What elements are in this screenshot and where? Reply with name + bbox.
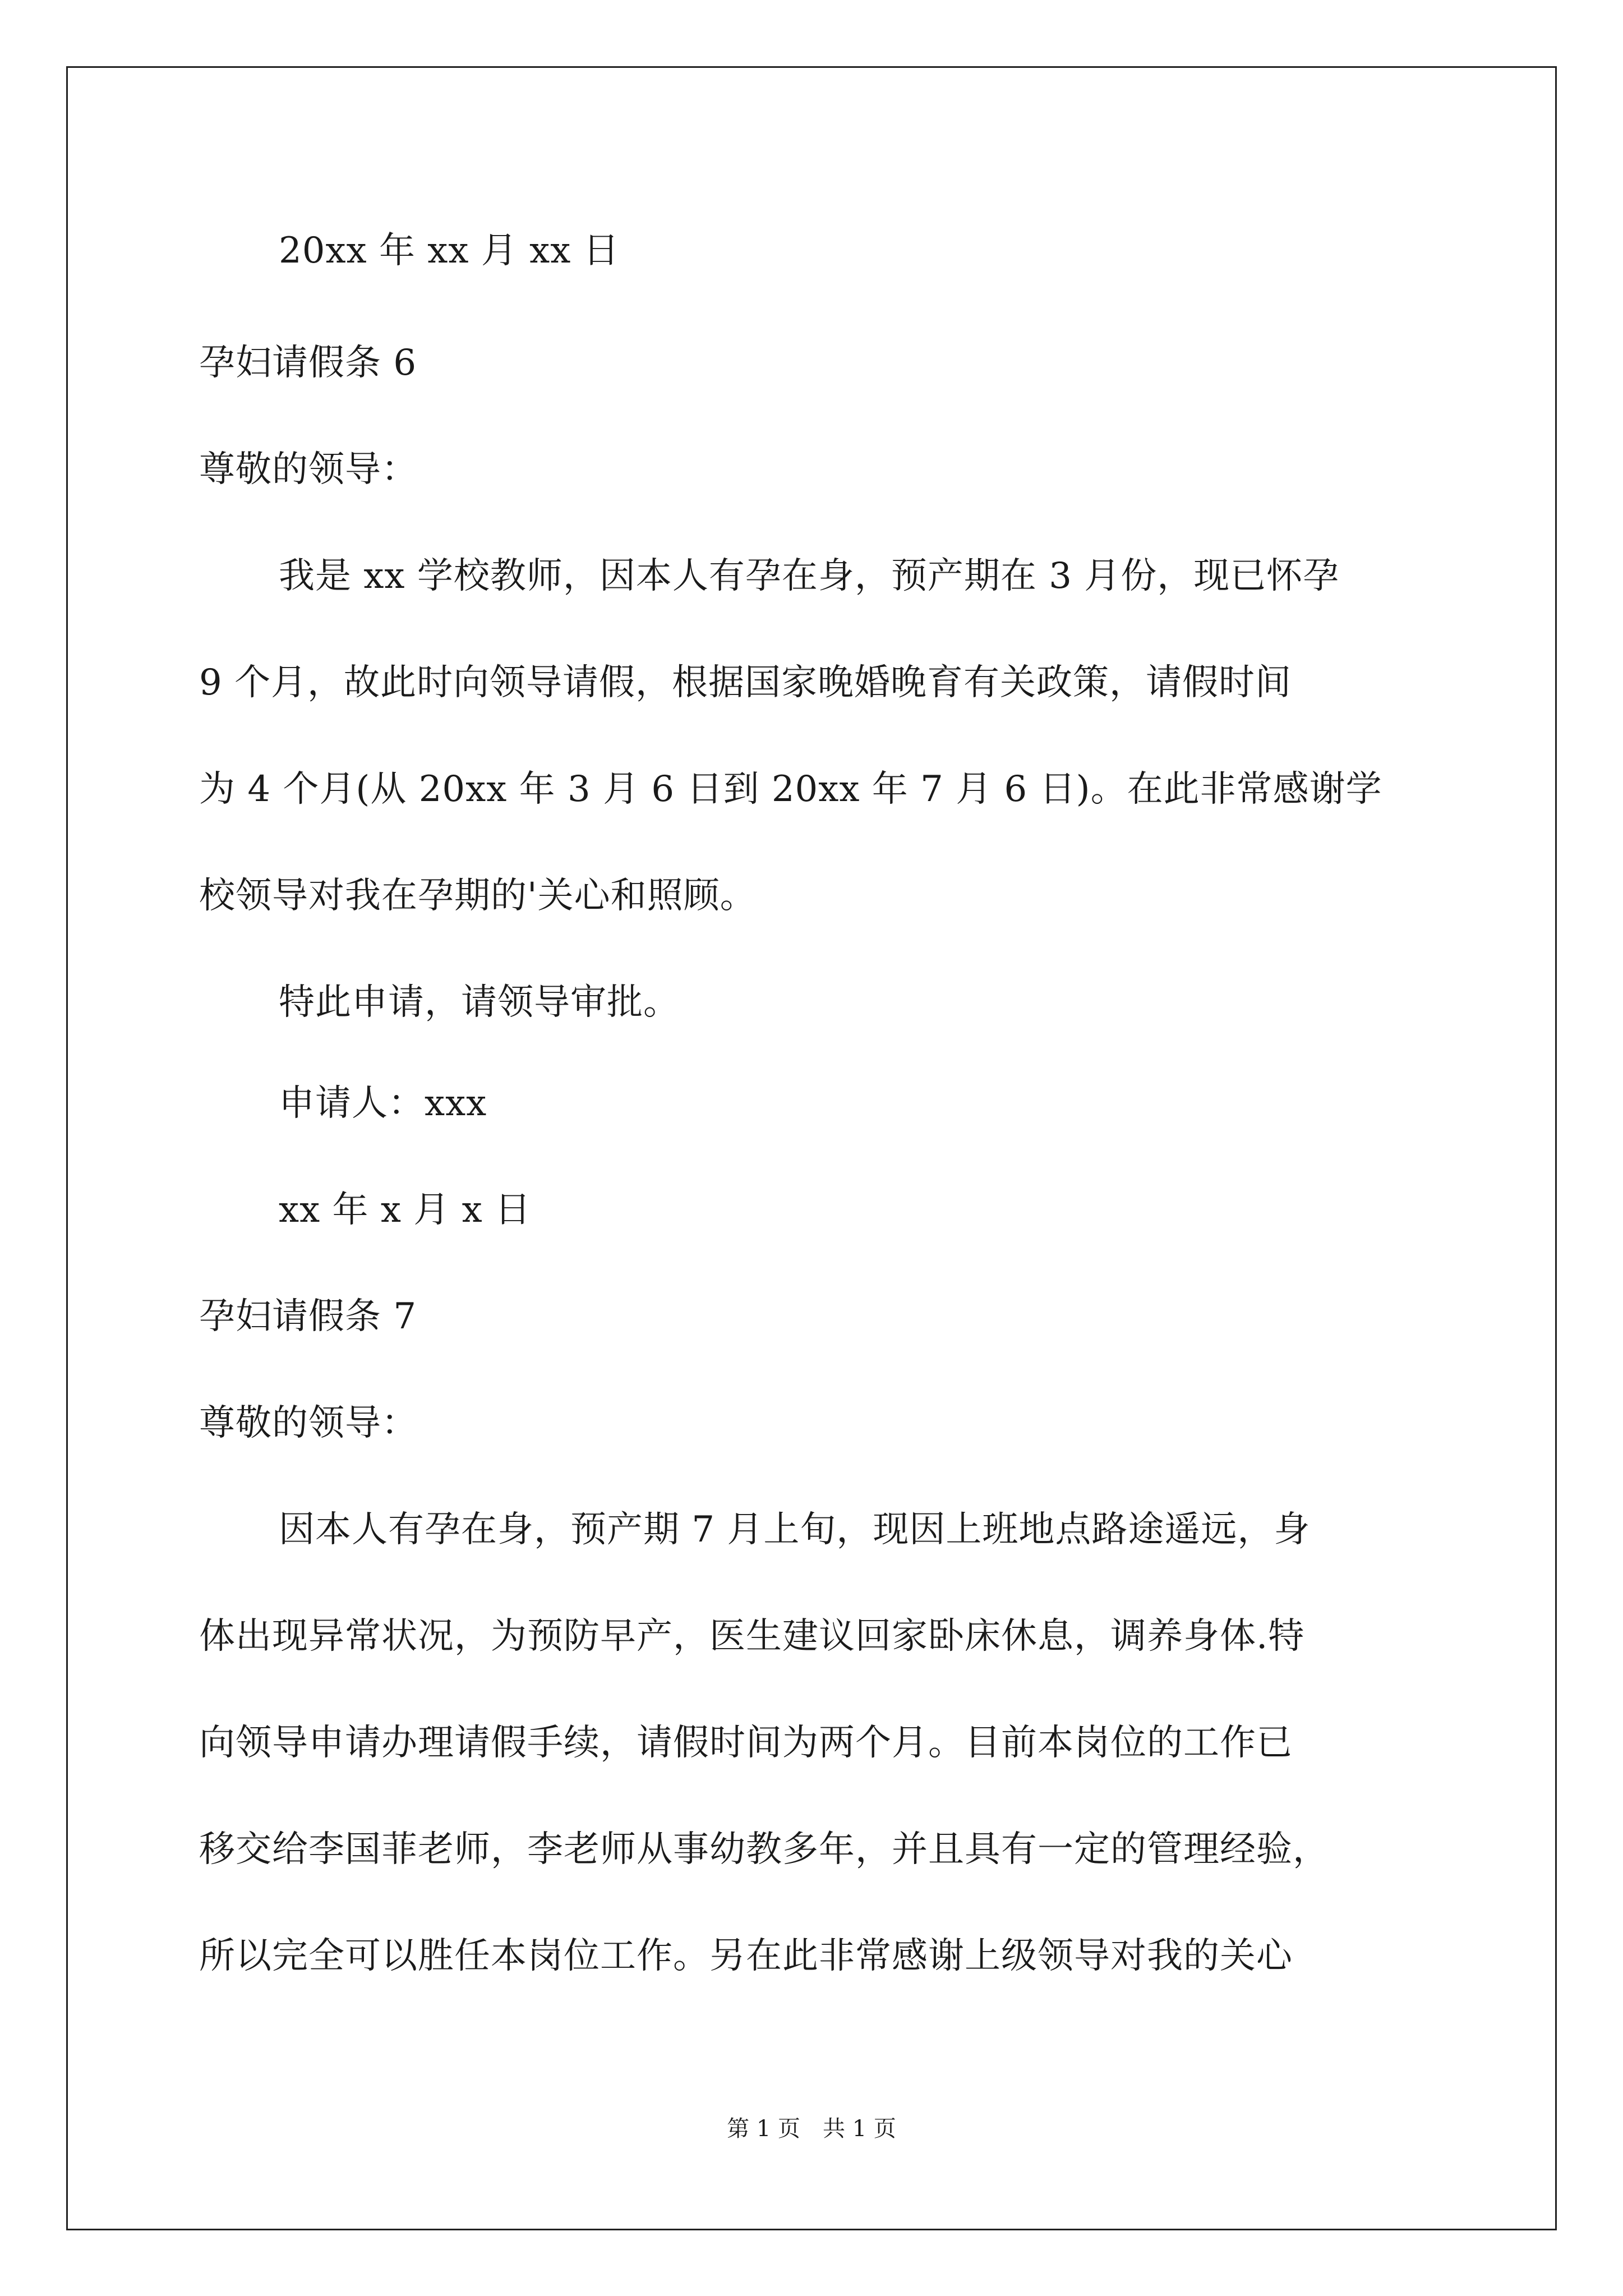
section-title-7: 孕妇请假条 7 <box>199 1296 417 1337</box>
paragraph-line: 校领导对我在孕期的'关心和照顾。 <box>199 875 757 917</box>
paragraph-line: 向领导申请办理请假手续，请假时间为两个月。目前本岗位的工作已 <box>199 1722 1293 1764</box>
paragraph-line: 为 4 个月(从 20xx 年 3 月 6 日到 20xx 年 7 月 6 日)。在此非常感谢学 <box>199 769 1382 810</box>
paragraph-line: 我是 xx 学校教师，因本人有孕在身，预产期在 3 月份，现已怀孕 <box>279 555 1340 597</box>
paragraph-line: 因本人有孕在身，预产期 7 月上旬，现因上班地点路途遥远，身 <box>279 1509 1311 1550</box>
paragraph-line: 移交给李国菲老师，李老师从事幼教多年，并且具有一定的管理经验， <box>199 1829 1329 1870</box>
closing-line: 特此申请，请领导审批。 <box>279 982 680 1023</box>
salutation: 尊敬的领导： <box>199 1402 418 1444</box>
paragraph-line: 所以完全可以胜任本岗位工作。另在此非常感谢上级领导对我的关心 <box>199 1935 1293 1977</box>
applicant-line: 申请人：xxx <box>279 1083 487 1124</box>
page-border <box>66 66 1557 2230</box>
salutation: 尊敬的领导： <box>199 449 418 490</box>
page-number-footer: 第 1 页 共 1 页 <box>727 2116 896 2142</box>
paragraph-line: 体出现异常状况，为预防早产，医生建议回家卧床休息，调养身体.特 <box>199 1616 1305 1657</box>
section-title-6: 孕妇请假条 6 <box>199 342 417 384</box>
paragraph-line: 9 个月，故此时向领导请假，根据国家晚婚晚育有关政策，请假时间 <box>199 662 1292 703</box>
signature-date-line: xx 年 x 月 x 日 <box>279 1189 532 1231</box>
date-line: 20xx 年 xx 月 xx 日 <box>279 230 620 272</box>
